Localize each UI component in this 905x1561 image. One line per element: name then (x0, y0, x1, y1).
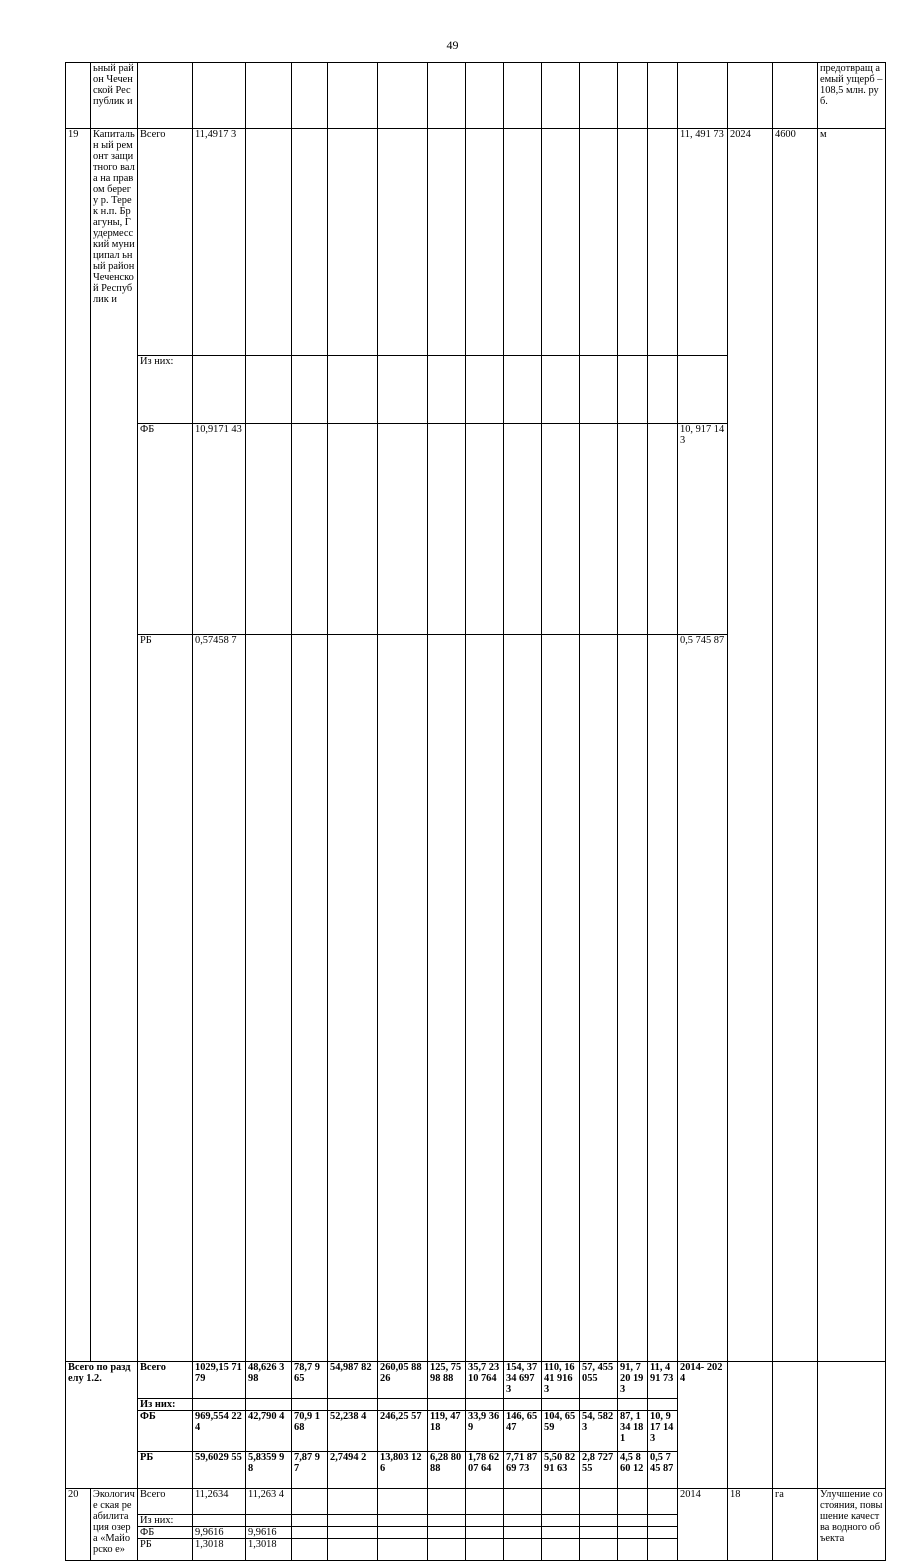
row-19-unit: м (818, 129, 886, 1362)
total-fb-cell: 246,25 57 (378, 1411, 428, 1452)
program-table (65, 62, 886, 1561)
section-total-vsego-label: Всего (138, 1362, 193, 1399)
row-19-number: 19 (66, 129, 91, 1362)
total-fb-cell: 42,790 4 (246, 1411, 292, 1452)
total-rb-cell: 1,78 6207 64 (466, 1452, 504, 1489)
row-19-vsego-label: Всего (138, 129, 193, 356)
row-20-year: 2014 (678, 1489, 728, 1561)
total-vsego-cell: 78,7 965 (292, 1362, 328, 1399)
continued-row (66, 63, 886, 129)
total-rb-cell: 7,71 8769 73 (504, 1452, 542, 1489)
total-vsego-cell: 154, 3734 6973 (504, 1362, 542, 1399)
row-19-fb-label: ФБ (138, 424, 193, 634)
row-20-vsego-label: Всего (138, 1489, 193, 1515)
section-total-label: Всего по разделу 1.2. (66, 1362, 138, 1489)
row-19-value: 4600 (773, 129, 818, 1362)
total-rb-cell: 2,7494 2 (328, 1452, 378, 1489)
total-vsego-cell: 110, 1641 9163 (542, 1362, 580, 1399)
total-rb-cell: 5,8359 98 (246, 1452, 292, 1489)
section-total-iz-nih-label: Из них: (138, 1399, 193, 1411)
continued-name: ьный район Чеченской Республик и (91, 63, 138, 129)
section-total-years: 2014- 2024 (678, 1362, 728, 1489)
row-20-vsego-2014: 11,263 4 (246, 1489, 292, 1515)
row-19-vsego-2024: 11, 491 73 (678, 129, 728, 356)
row-20-rb-2014: 1,3018 (246, 1539, 292, 1561)
total-vsego-cell: 48,626 398 (246, 1362, 292, 1399)
row-19-fb-total: 10,9171 43 (193, 424, 246, 634)
total-rb-cell: 13,803 126 (378, 1452, 428, 1489)
total-vsego-cell: 57, 455 055 (580, 1362, 618, 1399)
total-rb-cell: 0,5 745 87 (648, 1452, 678, 1489)
total-fb-cell: 87, 134 181 (618, 1411, 648, 1452)
row-19-rb-2024: 0,5 745 87 (678, 634, 728, 1361)
total-rb-cell: 2,8 727 55 (580, 1452, 618, 1489)
total-vsego-cell: 91, 720 193 (618, 1362, 648, 1399)
row-20-fb-2014: 9,9616 (246, 1527, 292, 1539)
row-20-iz-nih-label: Из них: (138, 1515, 193, 1527)
total-rb-cell: 7,87 97 (292, 1452, 328, 1489)
row-20-fb-label: ФБ (138, 1527, 193, 1539)
row-20-number: 20 (66, 1489, 91, 1561)
row-20-name: Экологиче ская реабилита ция озера «Майорско е» (91, 1489, 138, 1561)
total-vsego-cell: 125, 7598 88 (428, 1362, 466, 1399)
row-19-rb-total: 0,57458 7 (193, 634, 246, 1361)
total-vsego-cell: 54,987 82 (328, 1362, 378, 1399)
row-19-total (66, 129, 886, 356)
total-fb-cell: 70,9 168 (292, 1411, 328, 1452)
row-19-iz-nih-label: Из них: (138, 356, 193, 424)
row-20-vsego-total: 11,2634 (193, 1489, 246, 1515)
total-rb-cell: 4,5 860 12 (618, 1452, 648, 1489)
row-20-effect: Улучшение состояния, повышение качества водного объекта (818, 1489, 886, 1561)
row-20-value: 18 (728, 1489, 773, 1561)
row-20-rb-total: 1,3018 (193, 1539, 246, 1561)
total-rb-cell: 6,28 8088 (428, 1452, 466, 1489)
total-fb-cell: 54, 582 3 (580, 1411, 618, 1452)
total-fb-cell: 104, 6559 (542, 1411, 580, 1452)
row-19-fb-2024: 10, 917 143 (678, 424, 728, 634)
row-19-vsego-total: 11,4917 3 (193, 129, 246, 356)
row-19-name: Капитальн ый ремонт защитного вала на правом берегу р. Терек н.п. Брагуны, Гудермесс кий муниципал ьный район Чеченской Республик и (91, 129, 138, 1362)
total-rb-cell: 5,50 8291 63 (542, 1452, 580, 1489)
total-fb-cell: 33,9 369 (466, 1411, 504, 1452)
total-fb-cell: 10, 917 143 (648, 1411, 678, 1452)
total-fb-cell: 119, 4718 (428, 1411, 466, 1452)
section-total-rb-label: РБ (138, 1452, 193, 1489)
total-fb-cell: 146, 6547 (504, 1411, 542, 1452)
row-19-year: 2024 (728, 129, 773, 1362)
total-vsego-cell: 1029,15 7179 (193, 1362, 246, 1399)
continued-effect: предотвращ аемый ущерб – 108,5 млн. руб. (818, 63, 886, 129)
section-total-vsego (66, 1362, 886, 1399)
row-20-total (66, 1489, 886, 1515)
total-fb-cell: 969,554 224 (193, 1411, 246, 1452)
section-total-fb-label: ФБ (138, 1411, 193, 1452)
total-rb-cell: 59,6029 55 (193, 1452, 246, 1489)
row-20-fb-total: 9,9616 (193, 1527, 246, 1539)
total-vsego-cell: 11, 491 73 (648, 1362, 678, 1399)
row-19-rb-label: РБ (138, 634, 193, 1361)
row-20-rb-label: РБ (138, 1539, 193, 1561)
total-vsego-cell: 35,7 2310 764 (466, 1362, 504, 1399)
total-fb-cell: 52,238 4 (328, 1411, 378, 1452)
total-vsego-cell: 260,05 8826 (378, 1362, 428, 1399)
row-20-unit: га (773, 1489, 818, 1561)
page-number: 49 (446, 38, 459, 52)
